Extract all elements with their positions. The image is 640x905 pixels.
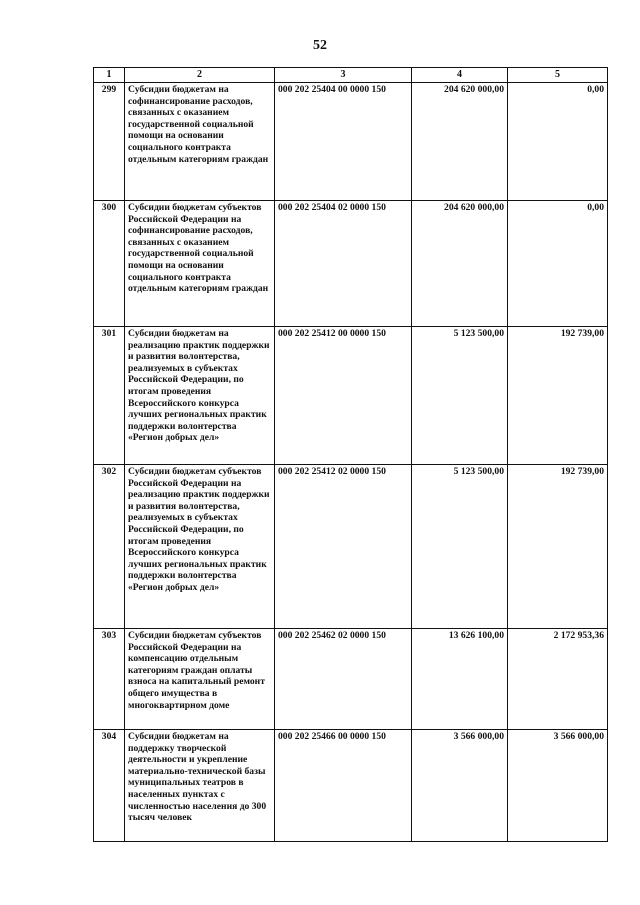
budget-code: 000 202 25412 00 0000 150 [275, 327, 412, 465]
table-row [94, 201, 608, 327]
row-description: Субсидии бюджетам субъектов Российской Федерации на реализацию практик поддержки и развития волонтерства, реализуемых в субъектах Российской Федерации, по итогам проведения Всероссийского конкурса лучших региональных практик поддержки волонтерства «Регион добрых дел» [125, 465, 275, 629]
page-number: 52 [313, 38, 327, 53]
amount-planned: 5 123 500,00 [412, 327, 508, 465]
row-description: Субсидии бюджетам субъектов Российской Федерации на компенсацию отдельным категориям граждан оплаты взноса на капитальный ремонт общего имущества в многоквартирном доме [125, 629, 275, 730]
amount-executed: 3 566 000,00 [508, 730, 608, 842]
row-description: Субсидии бюджетам на поддержку творческой деятельности и укрепление материально-технической базы муниципальных театров в населенных пунктах с численностью населения до 300 тысяч человек [125, 730, 275, 842]
row-number: 300 [94, 201, 125, 327]
budget-table [93, 67, 608, 842]
amount-executed: 0,00 [508, 201, 608, 327]
amount-planned: 204 620 000,00 [412, 201, 508, 327]
row-description: Субсидии бюджетам на софинансирование расходов, связанных с оказанием государственной социальной помощи на основании социального контракта отдельным категориям граждан [125, 83, 275, 201]
amount-planned: 204 620 000,00 [412, 83, 508, 201]
column-header-1: 1 [94, 68, 125, 83]
table-row [94, 465, 608, 629]
row-description: Субсидии бюджетам субъектов Российской Федерации на софинансирование расходов, связанных с оказанием государственной социальной помощи на основании социального контракта отдельным категориям граждан [125, 201, 275, 327]
amount-planned: 13 626 100,00 [412, 629, 508, 730]
row-description: Субсидии бюджетам на реализацию практик поддержки и развития волонтерства, реализуемых в субъектах Российской Федерации, по итогам проведения Всероссийского конкурса лучших региональных практик поддержки волонтерства «Регион добрых дел» [125, 327, 275, 465]
budget-code: 000 202 25404 00 0000 150 [275, 83, 412, 201]
row-number: 301 [94, 327, 125, 465]
budget-code: 000 202 25404 02 0000 150 [275, 201, 412, 327]
table-row [94, 730, 608, 842]
column-header-2: 2 [125, 68, 275, 83]
amount-executed: 2 172 953,36 [508, 629, 608, 730]
amount-executed: 192 739,00 [508, 465, 608, 629]
amount-executed: 0,00 [508, 83, 608, 201]
column-header-3: 3 [275, 68, 412, 83]
table-header-row [94, 68, 608, 83]
column-header-4: 4 [412, 68, 508, 83]
row-number: 302 [94, 465, 125, 629]
amount-planned: 5 123 500,00 [412, 465, 508, 629]
row-number: 304 [94, 730, 125, 842]
table-row [94, 629, 608, 730]
budget-code: 000 202 25462 02 0000 150 [275, 629, 412, 730]
budget-code: 000 202 25466 00 0000 150 [275, 730, 412, 842]
amount-planned: 3 566 000,00 [412, 730, 508, 842]
column-header-5: 5 [508, 68, 608, 83]
budget-code: 000 202 25412 02 0000 150 [275, 465, 412, 629]
row-number: 299 [94, 83, 125, 201]
table-row [94, 83, 608, 201]
table-row [94, 327, 608, 465]
row-number: 303 [94, 629, 125, 730]
amount-executed: 192 739,00 [508, 327, 608, 465]
